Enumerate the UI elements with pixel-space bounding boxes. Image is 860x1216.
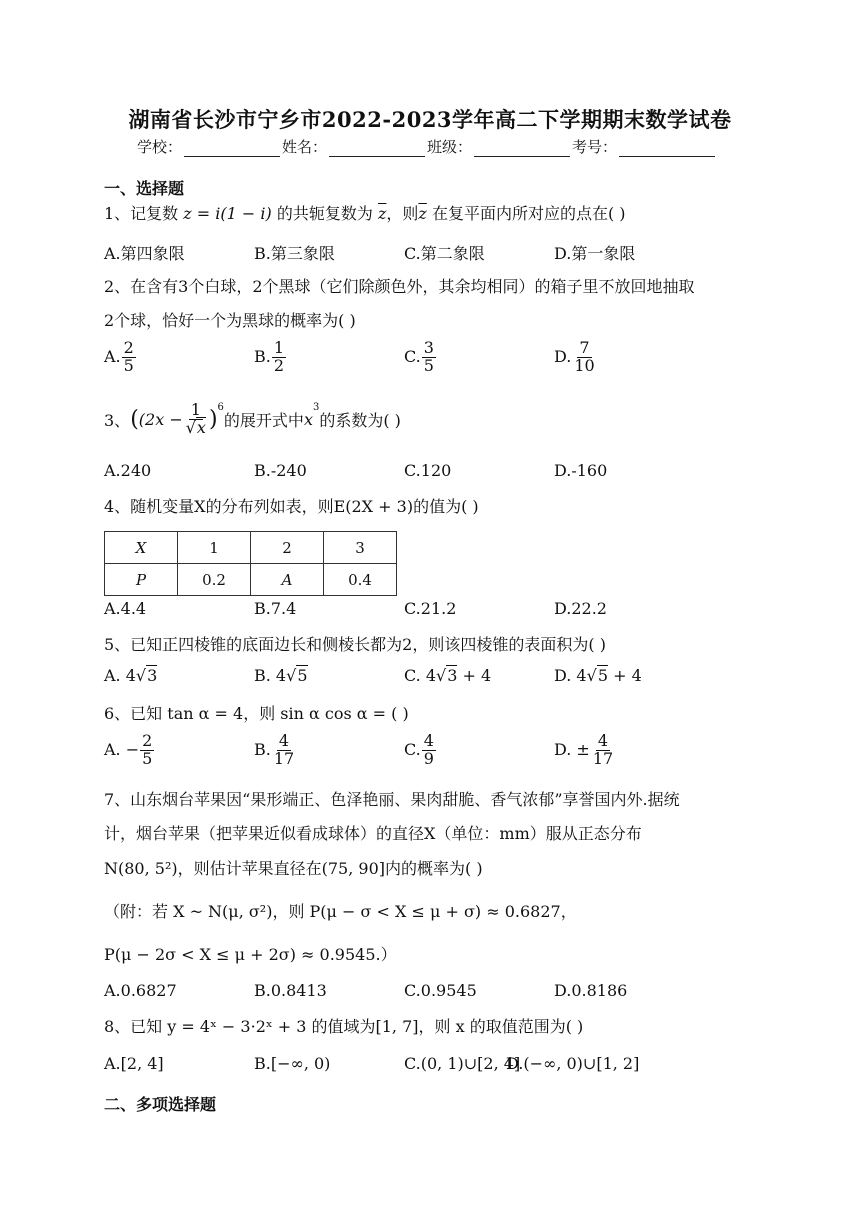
table-cell: P (105, 564, 178, 596)
q1-option-c[interactable]: C.第二象限 (404, 244, 485, 263)
table-cell: 1 (178, 532, 251, 564)
q5-d-radicand: 5 (597, 666, 608, 685)
q2-a-num: 2 (123, 338, 134, 357)
question-7-line-2: 计，烟台苹果（把苹果近似看成球体）的直径X（单位：mm）服从正态分布 (104, 824, 642, 843)
q2-c-fraction (422, 340, 436, 375)
q3-power: 6 (217, 402, 224, 413)
school-label: 学校： (137, 138, 183, 156)
q6-b-num: 4 (278, 731, 290, 750)
question-2-line-1: 2、在含有3个白球，2个黑球（它们除颜色外，其余均相同）的箱子里不放回地抽取 (104, 277, 695, 296)
q6-d-den: 17 (592, 748, 614, 768)
q5-a-coef: A. 4 (104, 666, 136, 685)
q5-b-radicand: 5 (297, 666, 308, 685)
question-1-stem (104, 201, 626, 224)
q3-term-power: 3 (312, 402, 320, 413)
q6-b-fraction (272, 733, 296, 768)
q5-option-d[interactable]: D. 4√5 + 4 (554, 666, 642, 685)
q3-number: 3、 (104, 410, 131, 430)
question-4-stem: 4、随机变量X的分布列如表，则E(2X + 3)的值为( ) (104, 497, 479, 516)
q1-text-b: 的共轭复数为 (276, 204, 373, 223)
q5-option-b[interactable]: B. 4√5 (254, 666, 308, 685)
q3-term: x (303, 409, 313, 429)
q6-a-fraction (140, 733, 154, 768)
question-7-note-2: P(μ − 2σ < X ≤ μ + 2σ) ≈ 0.9545.） (104, 945, 397, 964)
q1-option-d[interactable]: D.第一象限 (554, 244, 636, 263)
q5-d-coef: D. 4 (554, 666, 587, 685)
q1-text-a: 1、记复数 (104, 204, 179, 223)
section-heading-multi: 二、多项选择题 (104, 1095, 217, 1114)
q3-paren-close: ) (208, 406, 218, 432)
q6-b-label: B. (254, 739, 271, 759)
q2-b-fraction (272, 340, 286, 375)
q7-option-c[interactable]: C.0.9545 (404, 981, 477, 1000)
question-7-note-1: （附：若 X ~ N(μ, σ²)，则 P(μ − σ < X ≤ μ + σ) ≈ 0.6827， (104, 902, 577, 921)
q3-option-c[interactable]: C.120 (404, 461, 452, 480)
table-cell: 0.2 (178, 564, 251, 596)
q4-option-b[interactable]: B.7.4 (254, 599, 297, 618)
q6-option-c[interactable] (404, 733, 437, 768)
table-row (105, 564, 397, 596)
q3-frac-radicand: x (196, 417, 206, 437)
q6-c-label: C. (404, 739, 421, 759)
q2-option-d[interactable] (554, 340, 598, 375)
q5-c-coef: C. 4 (404, 666, 437, 685)
q7-option-a[interactable]: A.0.6827 (104, 981, 177, 1000)
question-8-stem: 8、已知 y = 4ˣ − 3·2ˣ + 3 的值域为[1, 7]，则 x 的取值范围为( ) (104, 1017, 584, 1036)
q6-d-label: D. ± (554, 739, 590, 759)
q3-paren-open: ( (130, 406, 139, 432)
q5-c-tail: + 4 (457, 666, 492, 685)
q1-zbar-2: $\overline{z}$ (418, 204, 427, 223)
name-blank (329, 142, 425, 157)
q6-a-label: A. − (104, 739, 140, 759)
q4-option-a[interactable]: A.4.4 (104, 599, 147, 618)
q1-option-b[interactable]: B.第三象限 (254, 244, 335, 263)
q8-option-c[interactable]: C.(0, 1)∪[2, 4] (404, 1054, 521, 1073)
question-3-stem (104, 402, 401, 437)
table-row (105, 532, 397, 564)
q2-d-num: 7 (579, 338, 590, 357)
q6-option-a[interactable] (104, 733, 155, 768)
q3-option-d[interactable]: D.-160 (554, 461, 608, 480)
table-cell: A (251, 564, 324, 596)
q5-option-c[interactable]: C. 4√3 + 4 (404, 666, 492, 685)
school-blank (184, 142, 280, 157)
q6-a-den: 5 (142, 748, 153, 768)
section-heading-choice: 一、选择题 (104, 179, 185, 198)
q2-a-label: A. (104, 346, 121, 366)
class-blank (474, 142, 570, 157)
q5-option-a[interactable]: A. 4√3 (104, 666, 158, 685)
q6-c-fraction (422, 733, 436, 768)
q2-c-num: 3 (423, 338, 434, 357)
q3-option-a[interactable]: A.240 (104, 461, 152, 480)
q2-d-fraction (572, 340, 596, 375)
q1-text-c: ，则 (386, 204, 419, 223)
distribution-table (104, 531, 397, 596)
table-cell: 0.4 (324, 564, 397, 596)
table-cell: 3 (324, 532, 397, 564)
q5-d-tail: + 4 (608, 666, 642, 685)
q3-fraction (184, 402, 208, 437)
q6-c-num: 4 (423, 731, 434, 750)
q2-d-den: 10 (574, 355, 595, 375)
q3-option-b[interactable]: B.-240 (254, 461, 307, 480)
q6-d-fraction (591, 733, 615, 768)
q2-b-label: B. (254, 346, 271, 366)
table-cell: 2 (251, 532, 324, 564)
q2-c-label: C. (404, 346, 421, 366)
q3-expr-a: (2x − (138, 409, 183, 429)
q6-b-den: 17 (273, 748, 295, 768)
question-5-stem: 5、已知正四棱锥的底面边长和侧棱长都为2，则该四棱锥的表面积为( ) (104, 635, 606, 654)
q2-c-den: 5 (423, 355, 434, 375)
q5-a-radicand: 3 (147, 666, 158, 685)
q5-c-radicand: 3 (447, 666, 458, 685)
q4-option-d[interactable]: D.22.2 (554, 599, 607, 618)
name-label: 姓名： (282, 138, 328, 156)
q3-frac-den: √x (185, 417, 206, 437)
q3-text-2: 的系数为( ) (319, 410, 401, 430)
q1-expression: z = i(1 − i) (183, 204, 272, 223)
exam-no-blank (619, 142, 715, 157)
q1-zbar: $\overline{z}$ (377, 204, 387, 223)
q2-option-c[interactable] (404, 340, 437, 375)
q7-option-b[interactable]: B.0.8413 (254, 981, 327, 1000)
q2-a-den: 5 (123, 355, 134, 375)
q3-frac-num: 1 (190, 400, 201, 419)
q3-text: 的展开式中 (223, 410, 304, 430)
q2-b-num: 1 (273, 338, 285, 357)
q6-option-d[interactable] (554, 733, 616, 768)
question-7-line-3: N(80, 5²)，则估计苹果直径在(75, 90]内的概率为( ) (104, 859, 483, 878)
question-7-line-1: 7、山东烟台苹果因“果形端正、色泽艳丽、果肉甜脆、香气浓郁”享誉国内外.据统 (104, 790, 680, 809)
q2-option-b[interactable] (254, 340, 287, 375)
q2-b-den: 2 (273, 355, 285, 375)
q4-option-c[interactable]: C.21.2 (404, 599, 457, 618)
q1-text-d: 在复平面内所对应的点在( ) (431, 204, 626, 223)
exam-no-label: 考号： (572, 138, 618, 156)
student-info-row (137, 136, 717, 157)
q5-b-coef: B. 4 (254, 666, 287, 685)
question-6-stem: 6、已知 tan α = 4，则 sin α cos α = ( ) (104, 704, 409, 723)
q6-c-den: 9 (423, 748, 434, 768)
q6-option-b[interactable] (254, 733, 297, 768)
q6-d-num: 4 (597, 731, 609, 750)
q8-option-b[interactable]: B.[−∞, 0) (254, 1054, 331, 1073)
q2-a-fraction (122, 340, 136, 375)
q2-option-a[interactable] (104, 340, 137, 375)
class-label: 班级： (427, 138, 473, 156)
table-cell: X (105, 532, 178, 564)
q1-option-a[interactable]: A.第四象限 (104, 244, 185, 263)
q2-d-label: D. (554, 346, 572, 366)
exam-title: 湖南省长沙市宁乡市2022-2023学年高二下学期期末数学试卷 (128, 107, 732, 132)
q6-a-num: 2 (142, 731, 153, 750)
q8-option-a[interactable]: A.[2, 4] (104, 1054, 164, 1073)
q7-option-d[interactable]: D.0.8186 (554, 981, 628, 1000)
q8-option-d[interactable]: D.(−∞, 0)∪[1, 2] (506, 1054, 640, 1073)
question-2-line-2: 2个球，恰好一个为黑球的概率为( ) (104, 311, 356, 330)
